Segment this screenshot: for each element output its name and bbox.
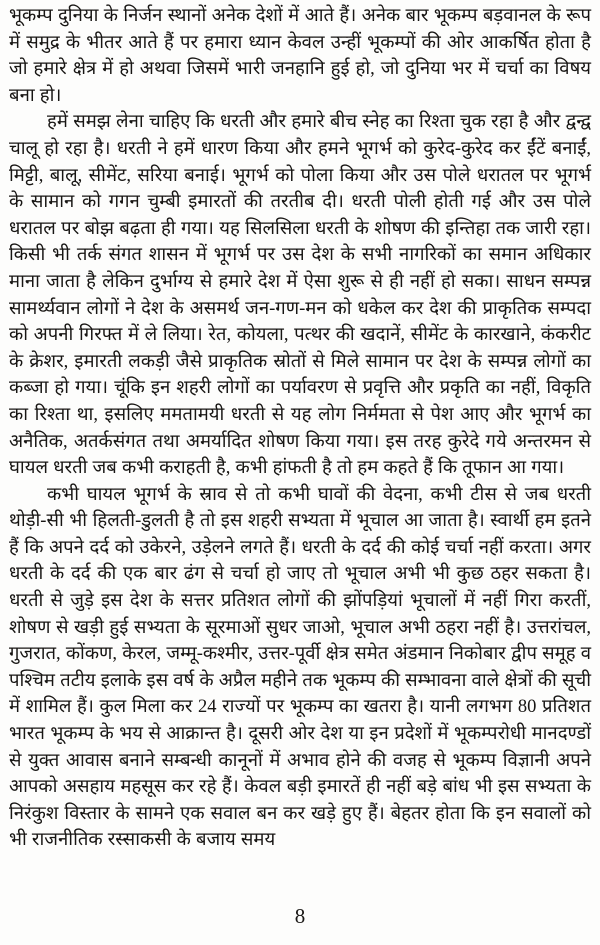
paragraph-continuation: भूकम्प दुनिया के निर्जन स्थानों अनेक देशों में आते हैं। अनेक बार भूकम्प बड़वानल के रूप में समुद्र के भीतर आते हैं पर हमारा ध्यान केवल उन्हीं भूकम्पों की ओर आकर्षित होता है जो हमारे क्षेत्र में हो अथवा जिसमें भारी जनहानि हुई हो, जो दुनिया भर में चर्चा का विषय बना हो।: [9, 6, 591, 106]
paragraph: हमें समझ लेना चाहिए कि धरती और हमारे बीच स्नेह का रिश्ता चुक रहा है और द्वन्द्व चालू हो रहा है। धरती ने हमें धारण किया और हमने भूगर्भ को कुरेद-कुरेद कर ईंटें बनाईं, मिट्टी, बालू, सीमेंट, सरिया बनाई। भूगर्भ को पोला किया और उस पोले धरातल पर भूगर्भ के सामान को गगन चुम्बी इमारतों की तरतीब दी। धरती पोली होती गई और उस पोले धरातल पर बोझ बढ़ता ही गया। यह सिलसिला धरती के शोषण की इन्तिहा तक जारी रहा। किसी भी तर्क संगत शासन में भूगर्भ पर उस देश के सभी नागरिकों का समान अधिकार माना जाता है लेकिन दुर्भाग्य से हमारे देश में ऐसा शुरू से ही नहीं हो सका। साधन सम्पन्न सामर्थ्यवान लोगों ने देश के असमर्थ जन-गण-मन को धकेल कर देश की प्राकृतिक सम्पदा को अपनी गिरफ्त में ले लिया। रेत, कोयला, पत्थर की खदानें, सीमेंट के कारखाने, कंकरीट के क्रेशर, इमारती लकड़ी जैसे प्राकृतिक स्रोतों से मिले सामान पर देश के सम्पन्न लोगों का कब्जा हो गया। चूंकि इन शहरी लोगों का पर्यावरण से प्रवृत्ति और प्रकृति का नहीं, विकृति का रिश्ता था, इसलिए ममतामयी धरती से यह लोग निर्ममता से पेश आए और भूगर्भ का अनैतिक, अतर्कसंगत तथा अमर्यादित शोषण किया गया। इस तरह कुरेदे गये अन्तरमन से घायल धरती जब कभी कराहती है, कभी हांफती है तो हम कहते हैं कि तूफान आ गया।: [9, 112, 591, 479]
page-number: 8: [294, 904, 306, 928]
body-text: [9, 3, 591, 898]
page-footer: [9, 898, 591, 945]
paragraph: कभी घायल भूगर्भ के स्राव से तो कभी घावों की वेदना, कभी टीस से जब धरती थोड़ी-सी भी हिलती-डुलती है तो इस शहरी सभ्यता में भूचाल आ जाता है। स्वार्थी हम इतने हैं कि अपने दर्द को उकेरने, उड़ेलने लगते हैं। धरती के दर्द की कोई चर्चा नहीं करता। अगर धरती के दर्द की एक बार ढंग से चर्चा हो जाए तो भूचाल अभी भी कुछ ठहर सकता है। धरती से जुड़े इस देश के सत्तर प्रतिशत लोगों की झोंपड़ियां भूचालों में नहीं गिरा करतीं, शोषण से खड़ी हुई सभ्यता के सूरमाओं सुधर जाओ, भूचाल अभी ठहरा नहीं है। उत्तरांचल, गुजरात, कोंकण, केरल, जम्मू-कश्मीर, उत्तर-पूर्वी क्षेत्र समेत अंडमान निकोबार द्वीप समूह व पश्चिम तटीय इलाके इस वर्ष के अप्रैल महीने तक भूकम्प की सम्भावना वाले क्षेत्रों की सूची में शामिल हैं। कुल मिला कर 24 राज्यों पर भूकम्प का खतरा है। यानी लगभग 80 प्रतिशत भारत भूकम्प के भय से आक्रान्त है। दूसरी ओर देश या इन प्रदेशों में भूकम्परोधी मानदण्डों से युक्त आवास बनाने सम्बन्धी कानूनों में अभाव होने की वजह से भूकम्प विज्ञानी अपने आपको असहाय महसूस कर रहे हैं। केवल बड़ी इमारतें ही नहीं बड़े बांध भी इस सभ्यता के निरंकुश विस्तार के सामने एक सवाल बन कर खड़े हुए हैं। बेहतर होता कि इन सवालों को भी राजनीतिक रस्साकसी के बजाय समय: [9, 484, 591, 851]
